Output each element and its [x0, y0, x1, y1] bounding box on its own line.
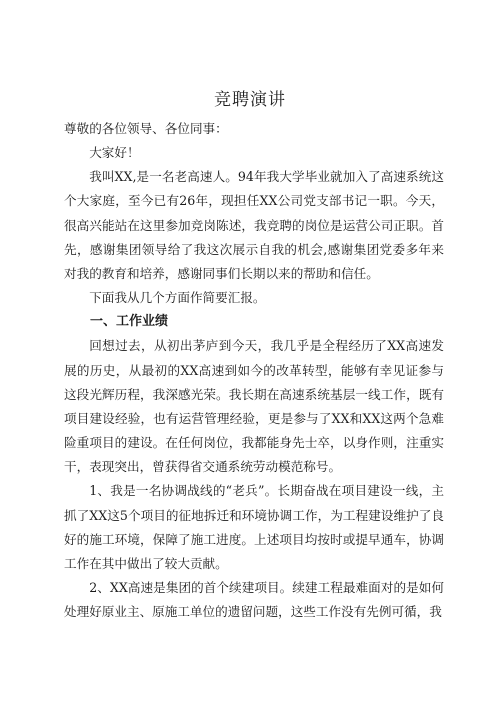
point-1-paragraph: 1、我是一名协调战线的“老兵”。长期奋战在项目建设一线，主抓了XX这5个项目的征地拆迁和环境协调工作，为工程建设维护了良好的施工环境，保障了施工进度。上述项目均按时或提早通车，协调工作在其中做出了较大贡献。 — [64, 483, 444, 571]
transition-paragraph: 下面我从几个方面作简要汇报。 — [89, 290, 266, 306]
review-paragraph: 回想过去，从初出茅庐到今天，我几乎是全程经历了XX高速发展的历史，从最初的XX高速到如今的改革转型，能够有幸见证参与这段光辉历程，我深感光荣。我长期在高速系统基层一线工作，既有项目建设经验，也有运营管理经验，更是参与了XX和XX这两个急难险重项目的建设。在任何岗位，我都能身先士卒，以身作则，注重实干，表现突出，曾获得省交通系统劳动模范称号。 — [64, 338, 444, 475]
section-heading-work-performance: 一、工作业绩 — [90, 314, 169, 330]
salutation: 尊敬的各位领导、各位同事： — [64, 121, 228, 136]
document-title: 竞聘演讲 — [214, 90, 286, 110]
document-body — [64, 117, 444, 624]
greeting: 大家好！ — [89, 145, 140, 161]
intro-paragraph: 我叫XX,是一名老高速人。94年我大学毕业就加入了高速系统这个大家庭，至今已有26年，现担任XX公司党支部书记一职。今天，很高兴能站在这里参加竞岗陈述，我竞聘的岗位是运营公司正职。首先，感谢集团领导给了我这次展示自我的机会,感谢集团党委多年来对我的教育和培养，感谢同事们长期以来的帮助和信任。 — [64, 169, 444, 281]
point-2-paragraph: 2、XX高速是集团的首个续建项目。续建工程最难面对的是如何处理好原业主、原施工单位的遗留问题，这些工作没有先例可循，我 — [64, 579, 444, 620]
